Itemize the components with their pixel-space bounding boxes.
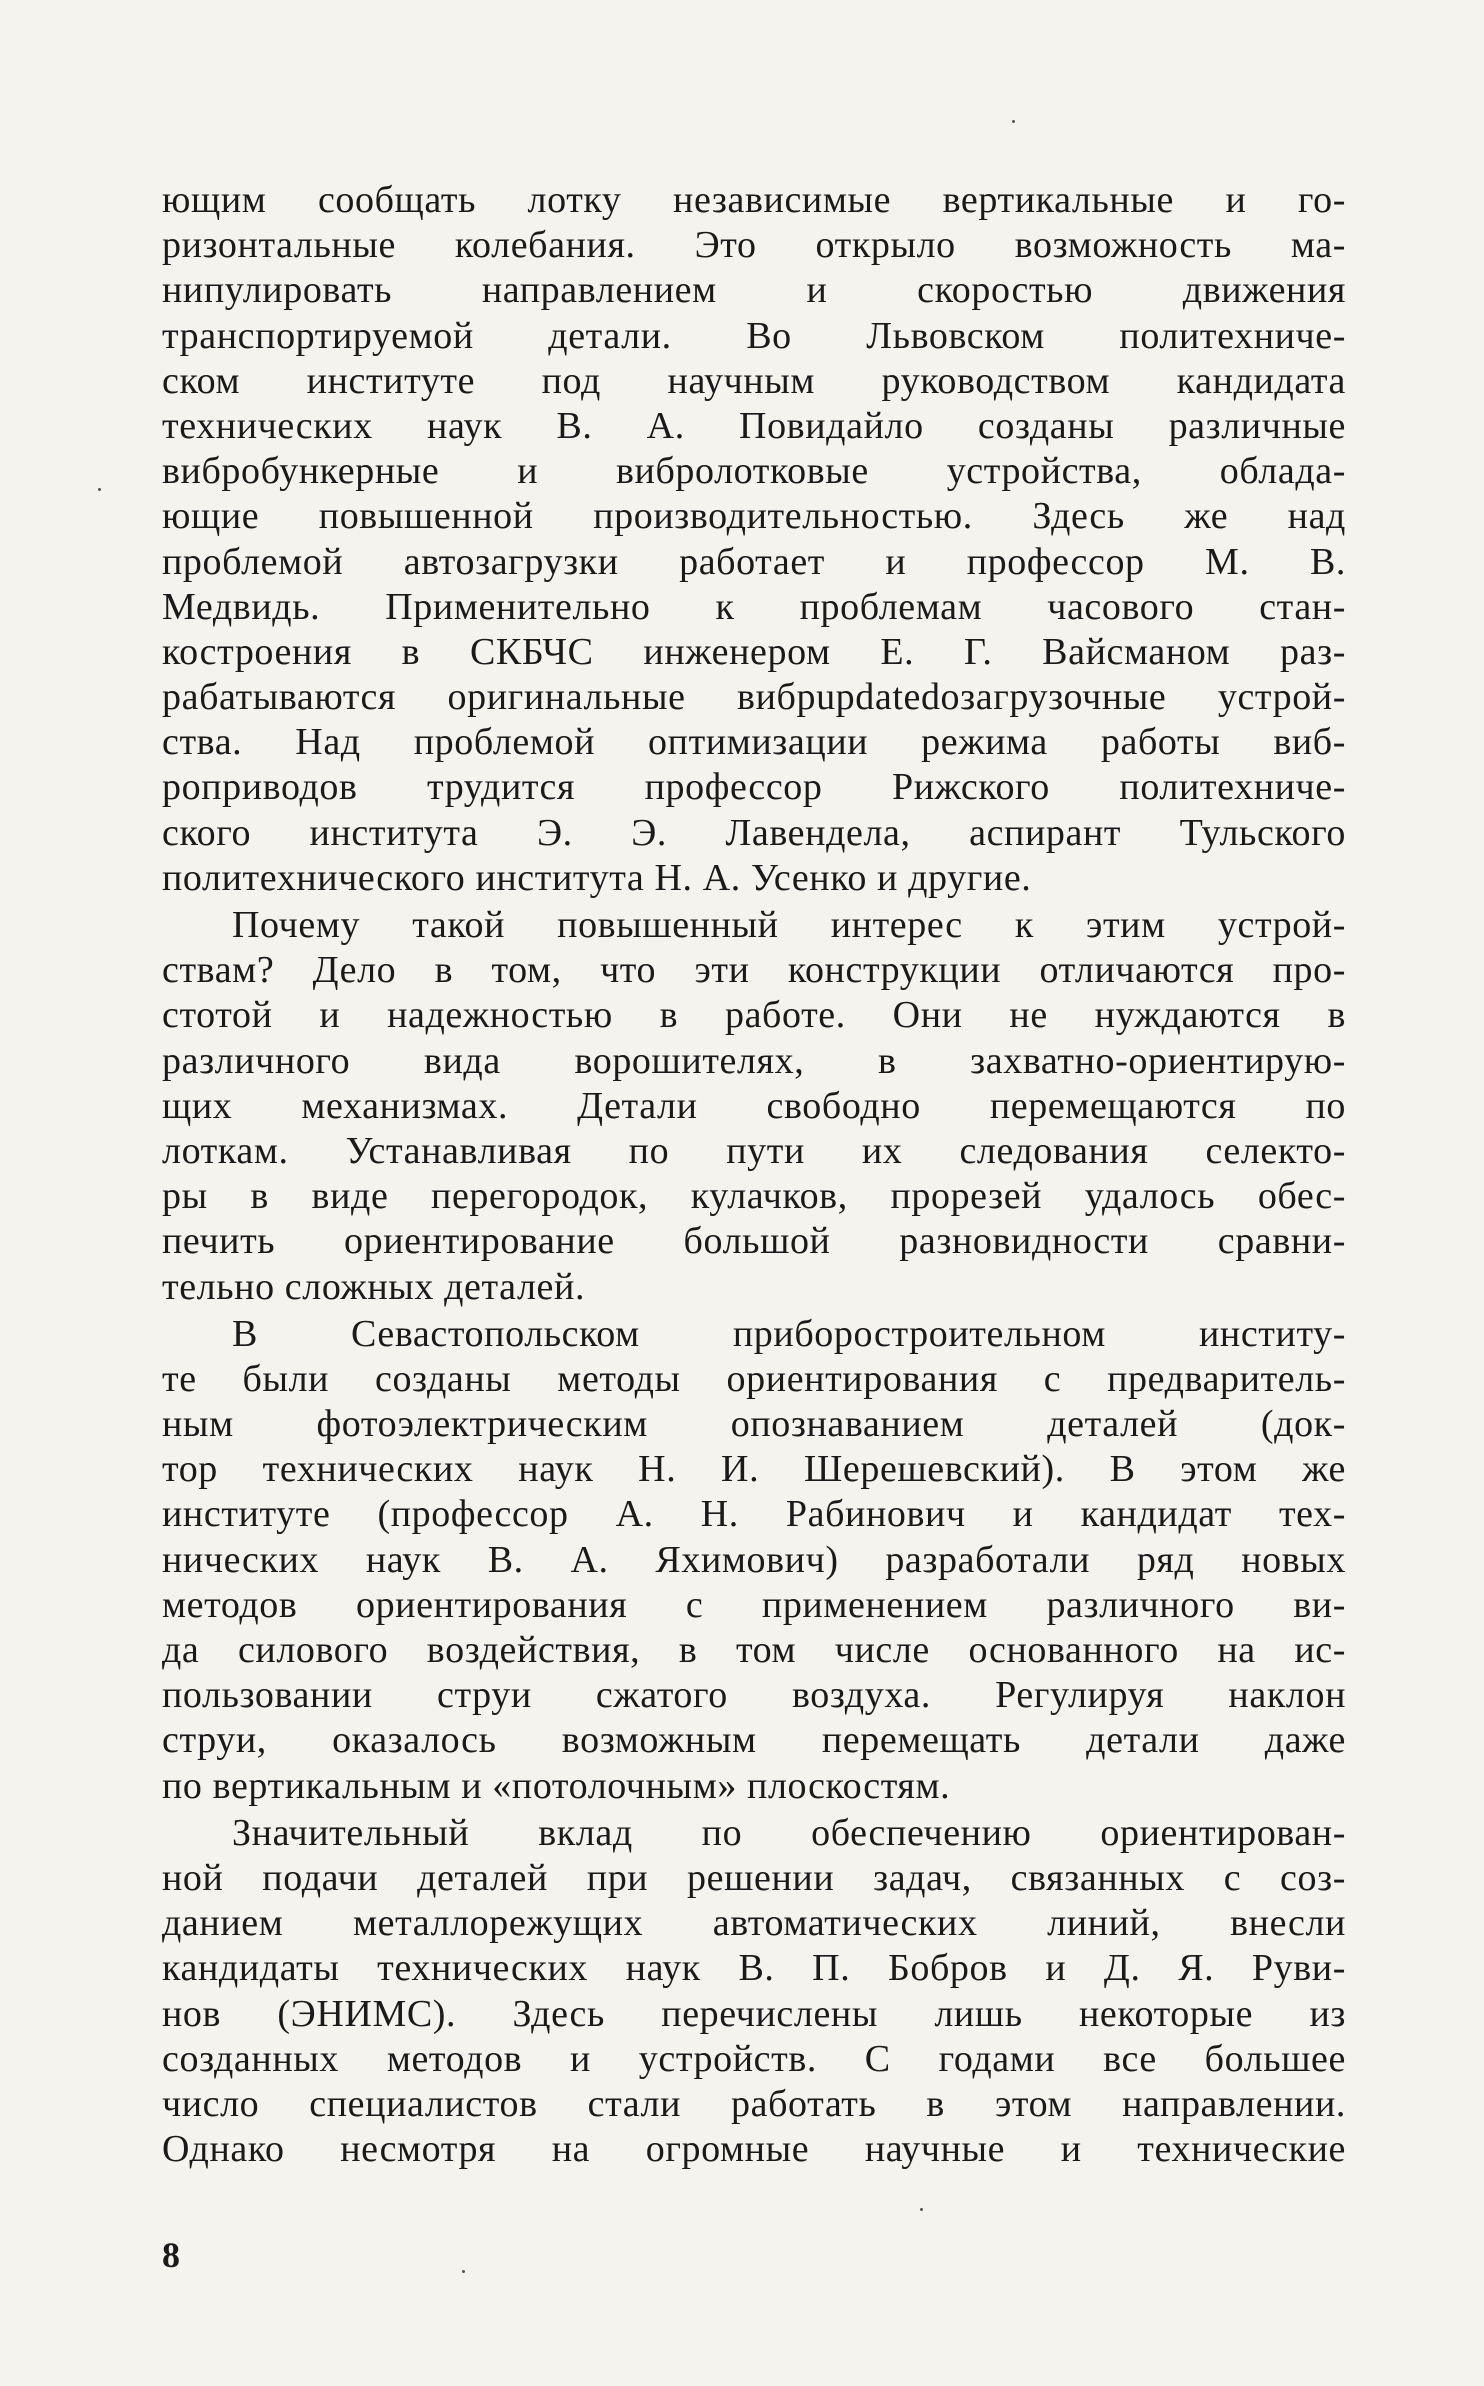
text-line: Значительный вклад по обеспечению ориентирован-	[232, 1811, 1346, 1854]
text-line: созданных методов и устройств. С годами все большее	[162, 2037, 1346, 2080]
text-line: рабатываются оригинальные вибрupdatedозагрузочные устрой-	[162, 676, 1346, 719]
text-line: стотой и надежностью в работе. Они не нуждаются в	[162, 994, 1346, 1037]
text-line: проблемой автозагрузки работает и профессор М. В.	[162, 540, 1346, 583]
text-line: щих механизмах. Детали свободно перемещаются по	[162, 1084, 1346, 1127]
text-line: В Севастопольском приборостроительном институ-	[232, 1312, 1346, 1355]
text-line: Почему такой повышенный интерес к этим устрой-	[232, 904, 1346, 946]
text-line: тельно сложных деталей.	[162, 1265, 586, 1308]
text-line: нов (ЭНИМС). Здесь перечислены лишь некоторые из	[162, 1992, 1346, 2035]
text-line: пользовании струи сжатого воздуха. Регулируя наклон	[162, 1674, 1346, 1717]
text-line: ствам? Дело в том, что эти конструкции отличаются про-	[162, 949, 1346, 992]
text-line: да силового воздействия, в том числе основанного на ис-	[162, 1629, 1346, 1671]
text-line: ризонтальные колебания. Это открыло возможность ма-	[162, 224, 1346, 267]
text-line: струи, оказалось возможным перемещать детали даже	[162, 1719, 1346, 1762]
text-line: костроения в СКБЧС инженером Е. Г. Вайсманом раз-	[162, 630, 1346, 673]
text-line: нипулировать направлением и скоростью движения	[162, 269, 1346, 312]
text-line: Медвидь. Применительно к проблемам часового стан-	[162, 585, 1346, 628]
text-line: ры в виде перегородок, кулачков, прорезей удалось обес-	[162, 1175, 1346, 1218]
text-line: транспортируемой детали. Во Львовском политехниче-	[162, 314, 1346, 357]
text-line: институте (профессор А. Н. Рабинович и кандидат тех-	[162, 1493, 1346, 1536]
text-line: кандидаты технических наук В. П. Бобров и Д. Я. Руви-	[162, 1947, 1346, 1990]
text-line: ной подачи деталей при решении задач, связанных с соз-	[162, 1856, 1346, 1899]
text-line: методов ориентирования с применением различного ви-	[162, 1583, 1346, 1626]
text-line: политехнического института Н. А. Усенко и другие.	[162, 856, 1032, 899]
text-line: ства. Над проблемой оптимизации режима работы виб-	[162, 721, 1346, 764]
text-line: тор технических наук Н. И. Шерешевский). В этом же	[162, 1448, 1346, 1491]
text-line: ского института Э. Э. Лавендела, аспирант Тульского	[162, 811, 1346, 854]
text-line: лоткам. Устанавливая по пути их следования селекто-	[162, 1129, 1346, 1172]
paragraph-2	[162, 903, 1346, 1310]
print-speck	[1012, 120, 1015, 123]
text-line: ющие повышенной производительностью. Здесь же над	[162, 495, 1346, 538]
text-line: технических наук В. А. Повидайло созданы различные	[162, 404, 1346, 447]
print-speck	[98, 488, 101, 491]
text-line: ным фотоэлектрическим опознаванием деталей (док-	[162, 1403, 1346, 1446]
text-line: нических наук В. А. Яхимович) разработали ряд новых	[162, 1538, 1346, 1581]
text-line: ющим сообщать лотку независимые вертикальные и го-	[162, 179, 1346, 221]
paragraph-4	[162, 1811, 1346, 2173]
paragraph-1	[162, 178, 1346, 901]
text-line: те были созданы методы ориентирования с предваритель-	[162, 1357, 1346, 1400]
print-speck	[462, 2270, 465, 2273]
text-line: число специалистов стали работать в этом направлении.	[162, 2082, 1346, 2125]
page-number: 8	[162, 2235, 180, 2275]
text-line: различного вида ворошителях, в захватно-ориентирую-	[162, 1039, 1346, 1082]
text-line: данием металлорежущих автоматических линий, внесли	[162, 1902, 1346, 1945]
paragraph-3	[162, 1312, 1346, 1809]
text-line: вибробункерные и вибролотковые устройства, облада-	[162, 450, 1346, 493]
print-speck	[920, 2208, 923, 2211]
text-line: Однако несмотря на огромные научные и технические	[162, 2128, 1346, 2171]
text-line: печить ориентирование большой разновидности сравни-	[162, 1220, 1346, 1263]
text-line: роприводов трудится профессор Рижского политехниче-	[162, 766, 1346, 809]
text-line: по вертикальным и «потолочным» плоскостям.	[162, 1764, 951, 1807]
text-line: ском институте под научным руководством кандидата	[162, 359, 1346, 402]
page-body	[162, 178, 1346, 2172]
